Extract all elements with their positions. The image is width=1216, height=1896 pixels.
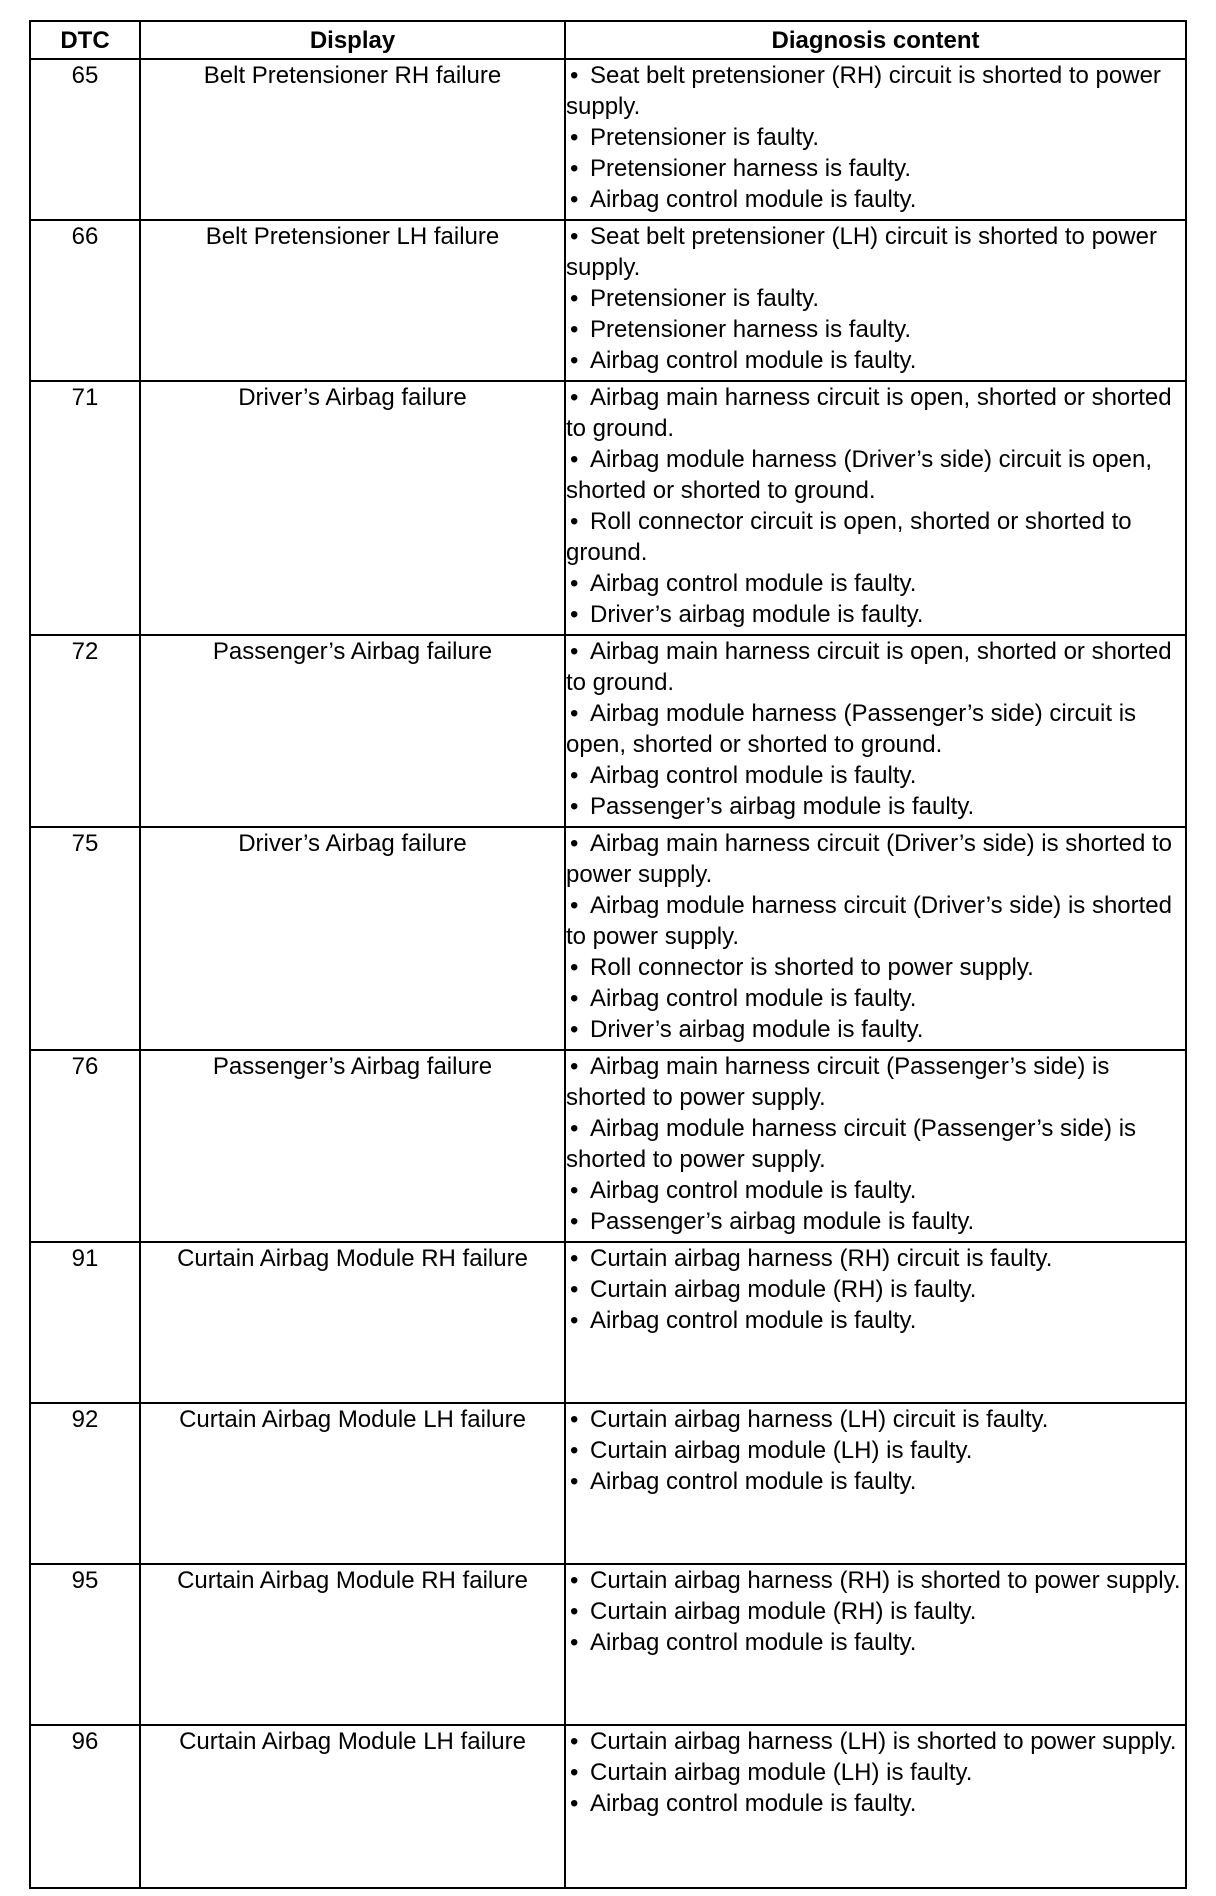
diagnosis-item-text: Passenger’s airbag module is faulty. (590, 793, 975, 820)
diagnosis-item-text: Roll connector circuit is open, shorted or shorted to ground. (566, 508, 1132, 566)
diagnosis-item-text: Airbag control module is faulty. (590, 347, 917, 374)
diagnosis-item (566, 283, 1185, 314)
bullet-icon: • (570, 985, 579, 1012)
header-row (30, 21, 1186, 59)
display-text: Curtain Airbag Module LH failure (140, 1403, 565, 1564)
bullet-icon: • (570, 1115, 579, 1142)
diagnosis-item-text: Curtain airbag module (LH) is faulty. (590, 1759, 973, 1786)
dtc-code: 72 (30, 635, 140, 827)
diagnosis-item-text: Curtain airbag module (RH) is faulty. (590, 1276, 977, 1303)
table-row (30, 381, 1186, 635)
diagnosis-item-text: Driver’s airbag module is faulty. (590, 1016, 924, 1043)
bullet-icon: • (570, 1016, 579, 1043)
table-row (30, 1725, 1186, 1888)
diagnosis-item-text: Curtain airbag harness (LH) is shorted to power supply. (590, 1728, 1177, 1755)
diagnosis-item (566, 1726, 1185, 1757)
dtc-code: 92 (30, 1403, 140, 1564)
dtc-code: 71 (30, 381, 140, 635)
table-row (30, 1564, 1186, 1725)
diagnosis-list (565, 381, 1186, 635)
bullet-icon: • (570, 1598, 579, 1625)
bullet-icon: • (570, 601, 579, 628)
display-text: Belt Pretensioner RH failure (140, 59, 565, 220)
table-row (30, 635, 1186, 827)
diagnosis-item (566, 1206, 1185, 1237)
bullet-icon: • (570, 446, 579, 473)
diagnosis-item-text: Seat belt pretensioner (LH) circuit is shorted to power supply. (566, 223, 1157, 281)
display-text: Belt Pretensioner LH failure (140, 220, 565, 381)
bullet-icon: • (570, 285, 579, 312)
diagnosis-item (566, 952, 1185, 983)
bullet-icon: • (570, 1177, 579, 1204)
bullet-icon: • (570, 384, 579, 411)
bullet-icon: • (570, 508, 579, 535)
bullet-icon: • (570, 62, 579, 89)
display-text: Curtain Airbag Module LH failure (140, 1725, 565, 1888)
dtc-code: 65 (30, 59, 140, 220)
diagnosis-item-text: Airbag control module is faulty. (590, 1177, 917, 1204)
table-row (30, 1050, 1186, 1242)
diagnosis-item (566, 698, 1185, 760)
diagnosis-item-text: Airbag module harness circuit (Passenger’s side) is shorted to power supply. (566, 1115, 1137, 1173)
diagnosis-item-text: Passenger’s airbag module is faulty. (590, 1208, 975, 1235)
bullet-icon: • (570, 1276, 579, 1303)
diagnosis-item (566, 1627, 1185, 1658)
diagnosis-item-text: Curtain airbag module (LH) is faulty. (590, 1437, 973, 1464)
diagnosis-item (566, 791, 1185, 822)
diagnosis-item (566, 122, 1185, 153)
diagnosis-item-text: Airbag control module is faulty. (590, 1629, 917, 1656)
diagnosis-list (565, 1564, 1186, 1725)
diagnosis-item (566, 599, 1185, 630)
dtc-code: 66 (30, 220, 140, 381)
diagnosis-item (566, 1274, 1185, 1305)
diagnosis-list (565, 1725, 1186, 1888)
bullet-icon: • (570, 186, 579, 213)
diagnosis-item (566, 1466, 1185, 1497)
bullet-icon: • (570, 1307, 579, 1334)
diagnosis-item (566, 1014, 1185, 1045)
diagnosis-item-text: Airbag module harness (Passenger’s side) circuit is open, shorted or shorted to ground. (566, 700, 1137, 758)
diagnosis-item (566, 1404, 1185, 1435)
diagnosis-item (566, 1113, 1185, 1175)
bullet-icon: • (570, 1406, 579, 1433)
bullet-icon: • (570, 954, 579, 981)
diagnosis-item-text: Airbag control module is faulty. (590, 762, 917, 789)
bullet-icon: • (570, 793, 579, 820)
diagnosis-item-text: Airbag control module is faulty. (590, 985, 917, 1012)
bullet-icon: • (570, 1208, 579, 1235)
diagnosis-item-text: Curtain airbag harness (RH) is shorted to power supply. (590, 1567, 1181, 1594)
diagnosis-item-text: Pretensioner harness is faulty. (590, 155, 912, 182)
diagnosis-item (566, 890, 1185, 952)
bullet-icon: • (570, 347, 579, 374)
diagnosis-item-text: Airbag module harness circuit (Driver’s side) is shorted to power supply. (566, 892, 1172, 950)
bullet-icon: • (570, 155, 579, 182)
diagnosis-item (566, 760, 1185, 791)
diagnosis-item-text: Roll connector is shorted to power supply. (590, 954, 1034, 981)
bullet-icon: • (570, 1759, 579, 1786)
diagnosis-item-text: Airbag main harness circuit (Passenger’s side) is shorted to power supply. (566, 1053, 1110, 1111)
diagnosis-item (566, 983, 1185, 1014)
table-row (30, 220, 1186, 381)
diagnosis-item (566, 345, 1185, 376)
diagnosis-item-text: Pretensioner is faulty. (590, 285, 819, 312)
diagnosis-item (566, 1435, 1185, 1466)
header-diagnosis: Diagnosis content (565, 21, 1186, 59)
bullet-icon: • (570, 1728, 579, 1755)
diagnosis-item (566, 184, 1185, 215)
diagnosis-list (565, 635, 1186, 827)
bullet-icon: • (570, 124, 579, 151)
header-dtc: DTC (30, 21, 140, 59)
diagnosis-item (566, 1565, 1185, 1596)
display-text: Curtain Airbag Module RH failure (140, 1564, 565, 1725)
dtc-table (29, 20, 1187, 1889)
bullet-icon: • (570, 1437, 579, 1464)
diagnosis-item-text: Airbag module harness (Driver’s side) circuit is open, shorted or shorted to ground. (566, 446, 1153, 504)
display-text: Driver’s Airbag failure (140, 827, 565, 1050)
bullet-icon: • (570, 223, 579, 250)
dtc-code: 91 (30, 1242, 140, 1403)
bullet-icon: • (570, 570, 579, 597)
display-text: Passenger’s Airbag failure (140, 635, 565, 827)
bullet-icon: • (570, 762, 579, 789)
diagnosis-list (565, 827, 1186, 1050)
dtc-code: 75 (30, 827, 140, 1050)
diagnosis-item (566, 1175, 1185, 1206)
diagnosis-item (566, 314, 1185, 345)
diagnosis-item (566, 1757, 1185, 1788)
diagnosis-item (566, 60, 1185, 122)
diagnosis-item (566, 1305, 1185, 1336)
bullet-icon: • (570, 830, 579, 857)
dtc-code: 76 (30, 1050, 140, 1242)
bullet-icon: • (570, 700, 579, 727)
bullet-icon: • (570, 1567, 579, 1594)
diagnosis-item-text: Curtain airbag harness (RH) circuit is faulty. (590, 1245, 1053, 1272)
diagnosis-item-text: Airbag control module is faulty. (590, 1307, 917, 1334)
diagnosis-item-text: Curtain airbag harness (LH) circuit is faulty. (590, 1406, 1049, 1433)
diagnosis-item (566, 636, 1185, 698)
diagnosis-list (565, 1403, 1186, 1564)
diagnosis-item-text: Curtain airbag module (RH) is faulty. (590, 1598, 977, 1625)
bullet-icon: • (570, 892, 579, 919)
diagnosis-item (566, 1243, 1185, 1274)
display-text: Passenger’s Airbag failure (140, 1050, 565, 1242)
diagnosis-item (566, 1596, 1185, 1627)
diagnosis-item-text: Seat belt pretensioner (RH) circuit is shorted to power supply. (566, 62, 1161, 120)
table-body (30, 59, 1186, 1888)
header-display: Display (140, 21, 565, 59)
bullet-icon: • (570, 1468, 579, 1495)
bullet-icon: • (570, 1053, 579, 1080)
diagnosis-item-text: Airbag control module is faulty. (590, 1790, 917, 1817)
diagnosis-item-text: Airbag main harness circuit (Driver’s side) is shorted to power supply. (566, 830, 1172, 888)
diagnosis-item-text: Airbag main harness circuit is open, shorted or shorted to ground. (566, 638, 1172, 696)
diagnosis-item (566, 828, 1185, 890)
diagnosis-item (566, 568, 1185, 599)
diagnosis-item (566, 444, 1185, 506)
diagnosis-item (566, 1051, 1185, 1113)
diagnosis-item-text: Driver’s airbag module is faulty. (590, 601, 924, 628)
table-row (30, 1242, 1186, 1403)
diagnosis-item (566, 506, 1185, 568)
diagnosis-item (566, 153, 1185, 184)
display-text: Curtain Airbag Module RH failure (140, 1242, 565, 1403)
bullet-icon: • (570, 316, 579, 343)
bullet-icon: • (570, 638, 579, 665)
display-text: Driver’s Airbag failure (140, 381, 565, 635)
diagnosis-list (565, 220, 1186, 381)
diagnosis-item-text: Airbag control module is faulty. (590, 570, 917, 597)
diagnosis-list (565, 1050, 1186, 1242)
dtc-code: 95 (30, 1564, 140, 1725)
bullet-icon: • (570, 1629, 579, 1656)
diagnosis-item-text: Airbag control module is faulty. (590, 186, 917, 213)
bullet-icon: • (570, 1790, 579, 1817)
table-row (30, 827, 1186, 1050)
table-row (30, 1403, 1186, 1564)
table-row (30, 59, 1186, 220)
diagnosis-item-text: Pretensioner harness is faulty. (590, 316, 912, 343)
diagnosis-item (566, 221, 1185, 283)
diagnosis-item-text: Pretensioner is faulty. (590, 124, 819, 151)
bullet-icon: • (570, 1245, 579, 1272)
dtc-code: 96 (30, 1725, 140, 1888)
diagnosis-list (565, 1242, 1186, 1403)
diagnosis-list (565, 59, 1186, 220)
diagnosis-item-text: Airbag main harness circuit is open, shorted or shorted to ground. (566, 384, 1172, 442)
diagnosis-item (566, 382, 1185, 444)
diagnosis-item (566, 1788, 1185, 1819)
diagnosis-item-text: Airbag control module is faulty. (590, 1468, 917, 1495)
